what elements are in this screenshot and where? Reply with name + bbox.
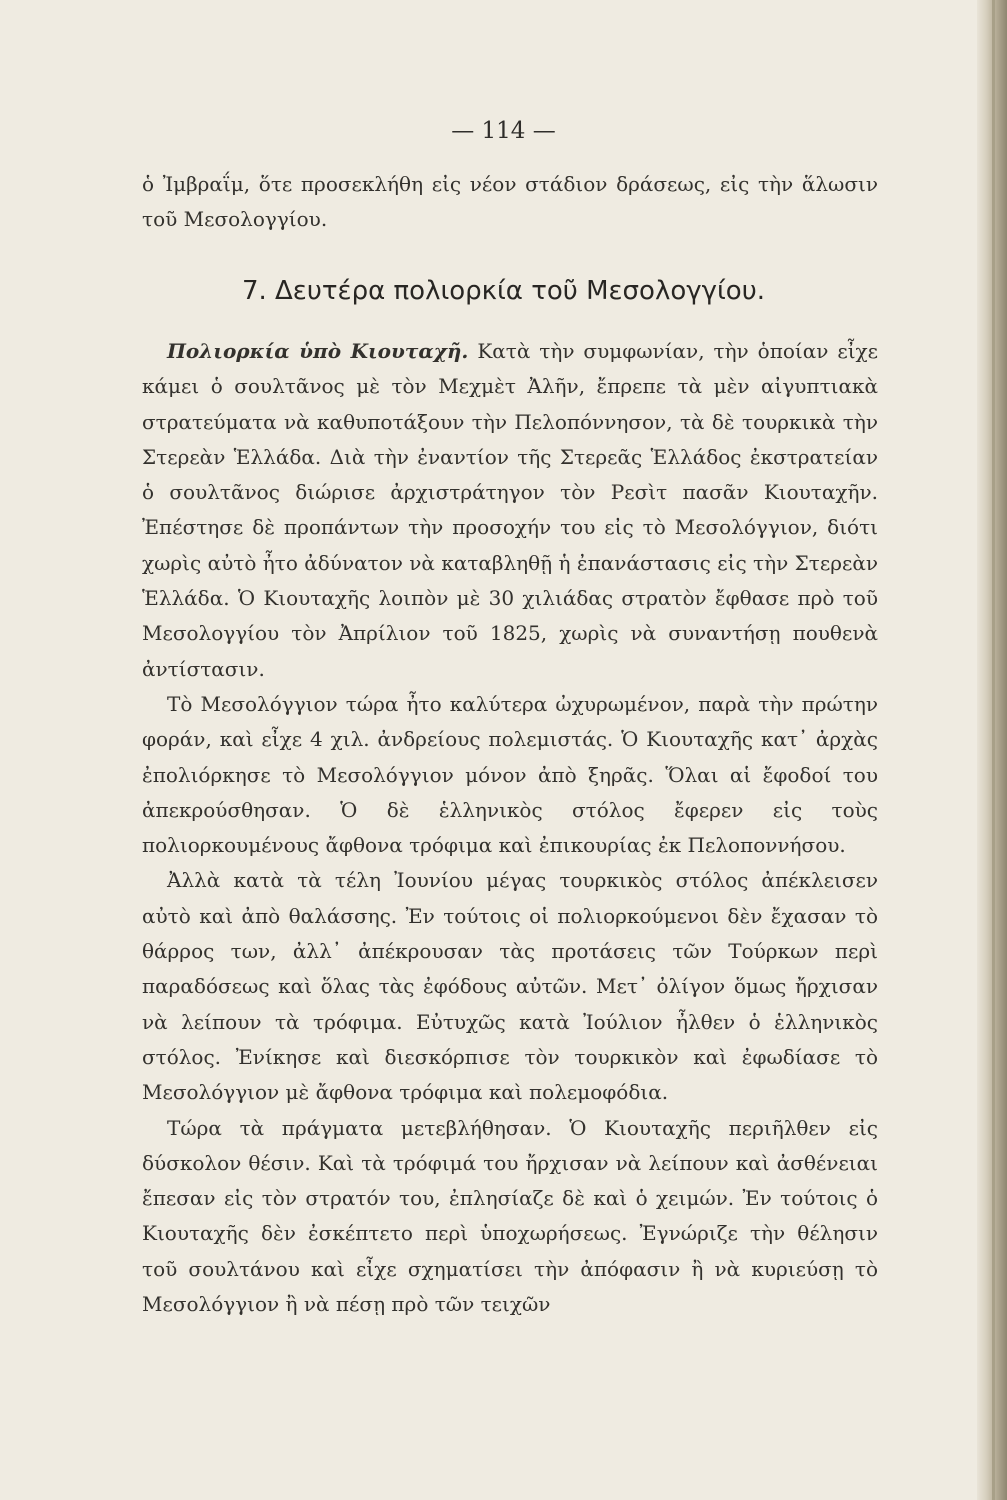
page-number: — 114 — [451,118,556,144]
body-paragraph-2: Τὸ Μεσολόγγιον τώρα ἦτο καλύτερα ὠχυρωμένον, παρὰ τὴν πρώτην φοράν, καὶ εἶχε 4 χιλ. ἀνδρείους πολεμιστάς. Ὁ Κιουταχῆς κατ᾽ ἀρχὰς ἐπολιόρκησε τὸ Μεσολόγγιον μόνον ἀπὸ ξηρᾶς. Ὅλαι αἱ ἔφοδοί του ἀπεκρούσθησαν. Ὁ δὲ ἑλληνικὸς στόλος ἔφερεν εἰς τοὺς πολιορκουμένους ἄφθονα τρόφιμα καὶ ἐπικουρίας ἐκ Πελοποννήσου. [142,691,878,858]
section-body [142,334,878,1322]
page-binding-line [992,0,995,1500]
paragraph-text: Κατὰ τὴν συμφωνίαν, τὴν ὁποίαν εἶχε κάμει ὁ σουλτᾶνος μὲ τὸν Μεχμὲτ Ἀλῆν, ἔπρεπε τὰ μὲν αἰγυπτιακὰ στρατεύματα νὰ καθυποτάξουν τὴν Πελοπόννησον, τὰ δὲ τουρκικὰ τὴν Στερεὰν Ἑλλάδα. Διὰ τὴν ἐναντίον τῆς Στερεᾶς Ἑλλάδος ἐκστρατείαν ὁ σουλτᾶνος διώρισε ἀρχιστράτηγον τὸν Ρεσὶτ πασᾶν Κιουταχῆν. Ἐπέστησε δὲ προπάντων τὴν προσοχήν του εἰς τὸ Μεσολόγγιον, διότι χωρὶς αὐτὸ ἦτο ἀδύνατον νὰ καταβληθῇ ἡ ἐπανάστασις εἰς τὴν Στερεὰν Ἑλλάδα. Ὁ Κιουταχῆς λοιπὸν μὲ 30 χιλιάδας στρατὸν ἔφθασε πρὸ τοῦ Μεσολογγίου τὸν Ἀπρίλιον τοῦ 1825, χωρὶς νὰ συναντήσῃ πουθενὰ ἀντίστασιν. [142,339,879,681]
body-paragraph-3: Ἀλλὰ κατὰ τὰ τέλη Ἰουνίου μέγας τουρκικὸς στόλος ἀπέκλεισεν αὐτὸ καὶ ἀπὸ θαλάσσης. Ἐν τούτοις οἱ πολιορκούμενοι δὲν ἔχασαν τὸ θάρρος των, ἀλλ᾽ ἀπέκρουσαν τὰς προτάσεις τῶν Τούρκων περὶ παραδόσεως καὶ ὅλας τὰς ἐφόδους αὐτῶν. Μετ᾽ ὀλίγον ὅμως ἤρχισαν νὰ λείπουν τὰ τρόφιμα. Εὐτυχῶς κατὰ Ἰούλιον ἦλθεν ὁ ἑλληνικὸς στόλος. Ἐνίκησε καὶ διεσκόρπισε τὸν τουρκικὸν καὶ ἐφωδίασε τὸ Μεσολόγγιον μὲ ἄφθονα τρόφιμα καὶ πολεμοφόδια. [142,868,878,1105]
body-paragraph-4: Τώρα τὰ πράγματα μετεβλήθησαν. Ὁ Κιουταχῆς περιῆλθεν εἰς δύσκολον θέσιν. Καὶ τὰ τρόφιμά του ἤρχισαν νὰ λείπουν καὶ ἀσθένειαι ἔπεσαν εἰς τὸν στρατόν του, ἐπλησίαζε δὲ καὶ ὁ χειμών. Ἐν τούτοις ὁ Κιουταχῆς δὲν ἐσκέπτετο περὶ ὑποχωρήσεως. Ἐγνώριζε τὴν θέλησιν τοῦ σουλτάνου καὶ εἶχε σχηματίσει τὴν ἀπόφασιν ἢ νὰ κυριεύσῃ τὸ Μεσολόγγιον ἢ νὰ πέσῃ πρὸ τῶν τειχῶν [142,1115,878,1317]
section-heading: 7. Δευτέρα πολιορκία τοῦ Μεσολογγίου. [241,276,766,306]
lead-paragraph: ὁ Ἰμβραΐμ, ὅτε προσεκλήθη εἰς νέον στάδιον δράσεως, εἰς τὴν ἅλωσιν τοῦ Μεσολογγίου. [142,172,878,232]
lead-paragraph-block [142,167,878,238]
body-paragraph-1 [142,334,878,687]
paragraph-sidenote: Πολιορκία ὑπὸ Κιουταχῆ. [167,339,469,363]
